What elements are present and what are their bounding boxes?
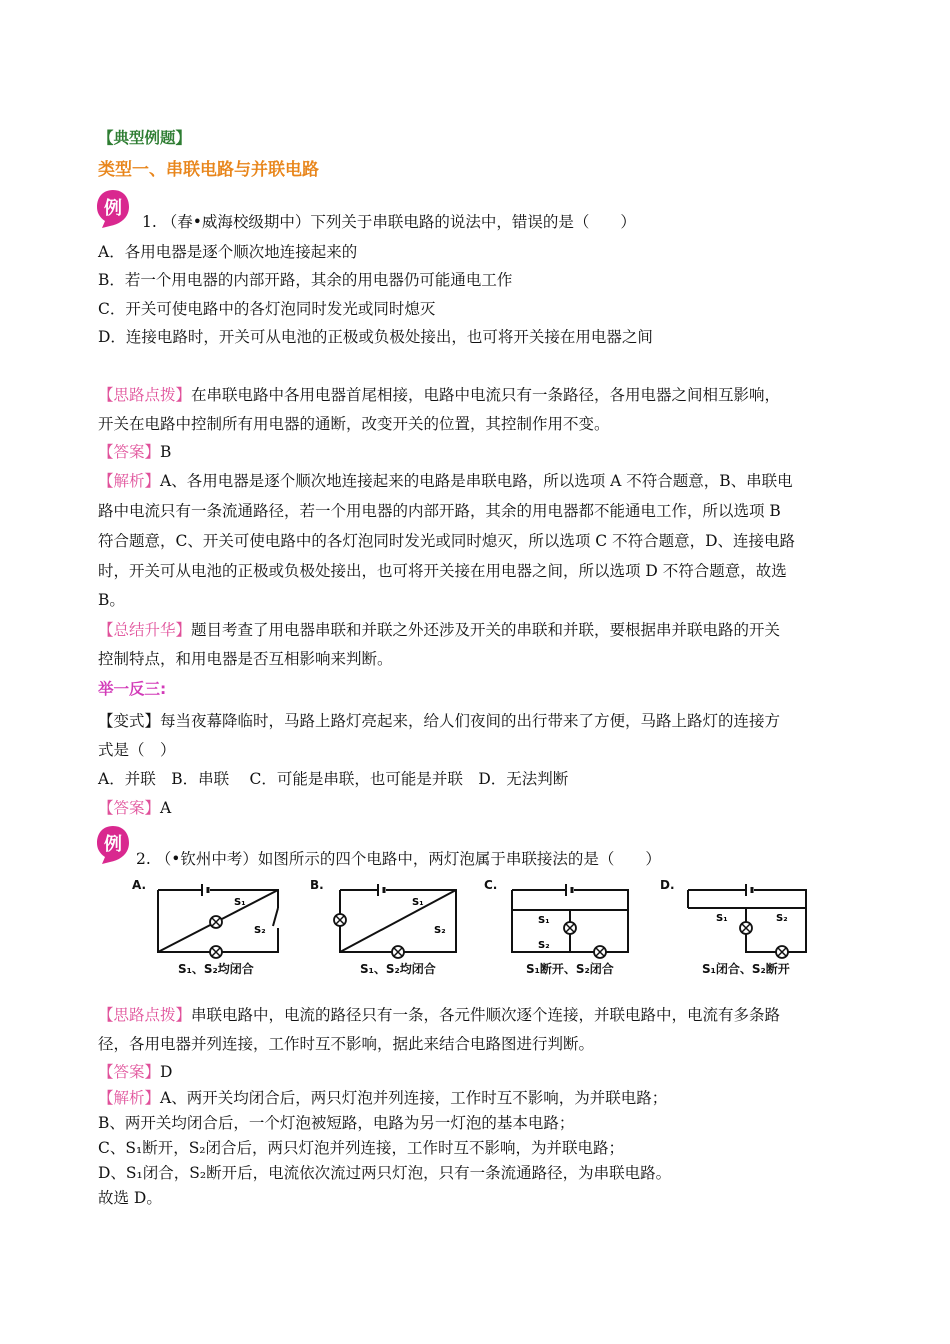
badge-label: 例	[104, 198, 122, 219]
lamp-icon	[210, 916, 222, 928]
answer-label: 【答案】	[98, 799, 161, 817]
example1-number: 1.	[142, 213, 157, 231]
circuit-letter: B.	[310, 878, 324, 892]
variant-question-line: 每当夜幕降临时，马路上路灯亮起来，给人们夜间的出行带来了方便，马路上路灯的连接方	[160, 712, 781, 730]
variant-question-line: 式是（ ）	[98, 741, 176, 759]
circuit-b	[308, 878, 468, 978]
example2-number: 2.	[136, 850, 151, 868]
circuit-caption: S₁断开、S₂闭合	[526, 962, 614, 976]
summary-label: 【总结升华】	[98, 621, 192, 639]
switch-s2-label: S₂	[434, 925, 446, 936]
answer-value: A	[160, 799, 172, 817]
analysis-line: 故选 D。	[98, 1189, 162, 1207]
hint-line: 开关在电路中控制所有用电器的通断，改变开关的位置，其控制作用不变。	[98, 415, 610, 433]
section-heading: 【典型例题】	[98, 129, 192, 147]
example2-analysis	[98, 1088, 667, 1108]
example2-question-text: （•钦州中考）如图所示的四个电路中，两灯泡属于串联接法的是（ ）	[155, 850, 661, 868]
example1-question-text: （春•威海校级期中）下列关于串联电路的说法中，错误的是（ ）	[161, 213, 636, 231]
switch-s1-label: S₁	[716, 913, 728, 924]
analysis-line: 路中电流只有一条流通路径，若一个用电器的内部开路，其余的用电器都不能通电工作，所以选项 B	[98, 502, 781, 520]
variant-label: 【变式】	[98, 712, 161, 730]
example-badge-icon	[96, 824, 130, 864]
analysis-line: 时，开关可从电池的正极或负极处接出，也可将开关接在用电器之间，所以选项 D 不符合题意，故选	[98, 562, 787, 580]
circuit-letter: A.	[132, 878, 147, 892]
example2-question	[136, 849, 661, 869]
switch-s1-label: S₁	[234, 897, 246, 908]
badge-label: 例	[104, 834, 122, 855]
lamp-icon	[392, 946, 404, 958]
example2-answer	[98, 1062, 172, 1082]
lamp-icon	[210, 946, 222, 958]
analysis-line: C、S₁断开，S₂闭合后，两只灯泡并列连接，工作时互不影响，为并联电路；	[98, 1139, 625, 1157]
option-c: C．开关可使电路中的各灯泡同时发光或同时熄灭	[98, 300, 436, 318]
switch-s2-label: S₂	[538, 940, 550, 951]
lamp-icon	[564, 922, 576, 934]
analysis-line: B。	[98, 591, 125, 609]
hint-label: 【思路点拨】	[98, 386, 192, 404]
lamp-icon	[740, 922, 752, 934]
hint-label: 【思路点拨】	[98, 1006, 192, 1024]
answer-value: B	[160, 443, 172, 461]
answer-value: D	[160, 1063, 173, 1081]
option-a: A．各用电器是逐个顺次地连接起来的	[98, 243, 358, 261]
summary-line: 题目考查了用电器串联和并联之外还涉及开关的串联和并联，要根据串并联电路的开关	[191, 621, 781, 639]
example-badge-icon	[96, 188, 130, 228]
circuit-letter: C.	[484, 878, 498, 892]
switch-s1-label: S₁	[538, 915, 550, 926]
option-b: B．若一个用电器的内部开路，其余的用电器仍可能通电工作	[98, 271, 513, 289]
switch-s2-label: S₂	[776, 913, 788, 924]
lamp-icon	[776, 946, 788, 958]
summary-line: 控制特点，和用电器是否互相影响来判断。	[98, 650, 393, 668]
analysis-line: A、各用电器是逐个顺次地连接起来的电路是串联电路，所以选项 A 不符合题意，B、串联电	[160, 472, 793, 490]
circuit-caption: S₁闭合、S₂断开	[702, 962, 790, 976]
lamp-icon	[334, 914, 346, 926]
circuit-d	[658, 878, 820, 978]
analysis-label: 【解析】	[98, 472, 161, 490]
variant-options: A．并联 B．串联 C．可能是串联，也可能是并联 D．无法判断	[98, 770, 569, 788]
example1-hint	[98, 385, 780, 405]
answer-label: 【答案】	[98, 1063, 161, 1081]
example1-summary	[98, 620, 780, 640]
example2-hint	[98, 1005, 780, 1025]
analysis-line: A、两开关均闭合后，两只灯泡并列连接，工作时互不影响，为并联电路；	[160, 1089, 668, 1107]
answer-label: 【答案】	[98, 443, 161, 461]
analysis-label: 【解析】	[98, 1089, 161, 1107]
hint-line: 径，各用电器并列连接，工作时互不影响，据此来结合电路图进行判断。	[98, 1035, 595, 1053]
example1-analysis	[98, 471, 793, 491]
circuit-a	[130, 878, 290, 978]
hint-line: 在串联电路中各用电器首尾相接，电路中电流只有一条路径，各用电器之间相互影响，	[191, 386, 781, 404]
variant-title: 举一反三:	[98, 680, 167, 698]
lamp-icon	[594, 946, 606, 958]
hint-line: 串联电路中，电流的路径只有一条，各元件顺次逐个连接，并联电路中，电流有多条路	[191, 1006, 781, 1024]
analysis-line: 符合题意，C、开关可使电路中的各灯泡同时发光或同时熄灭，所以选项 C 不符合题意，D、连接电路	[98, 532, 796, 550]
switch-s1-label: S₁	[412, 897, 424, 908]
circuit-caption: S₁、S₂均闭合	[360, 962, 436, 976]
example1-question	[142, 212, 636, 232]
circuit-c	[482, 878, 642, 978]
switch-s2-label: S₂	[254, 925, 266, 936]
option-d: D．连接电路时，开关可从电池的正极或负极处接出，也可将开关接在用电器之间	[98, 328, 653, 346]
example1-answer	[98, 442, 171, 462]
variant-question	[98, 711, 780, 731]
analysis-line: B、两开关均闭合后，一个灯泡被短路，电路为另一灯泡的基本电路；	[98, 1114, 575, 1132]
variant-answer	[98, 798, 171, 818]
analysis-line: D、S₁闭合，S₂断开后，电流依次流过两只灯泡，只有一条流通路径，为串联电路。	[98, 1164, 672, 1182]
circuit-letter: D.	[660, 878, 675, 892]
circuit-caption: S₁、S₂均闭合	[178, 962, 254, 976]
type-title: 类型一、串联电路与并联电路	[98, 160, 319, 180]
